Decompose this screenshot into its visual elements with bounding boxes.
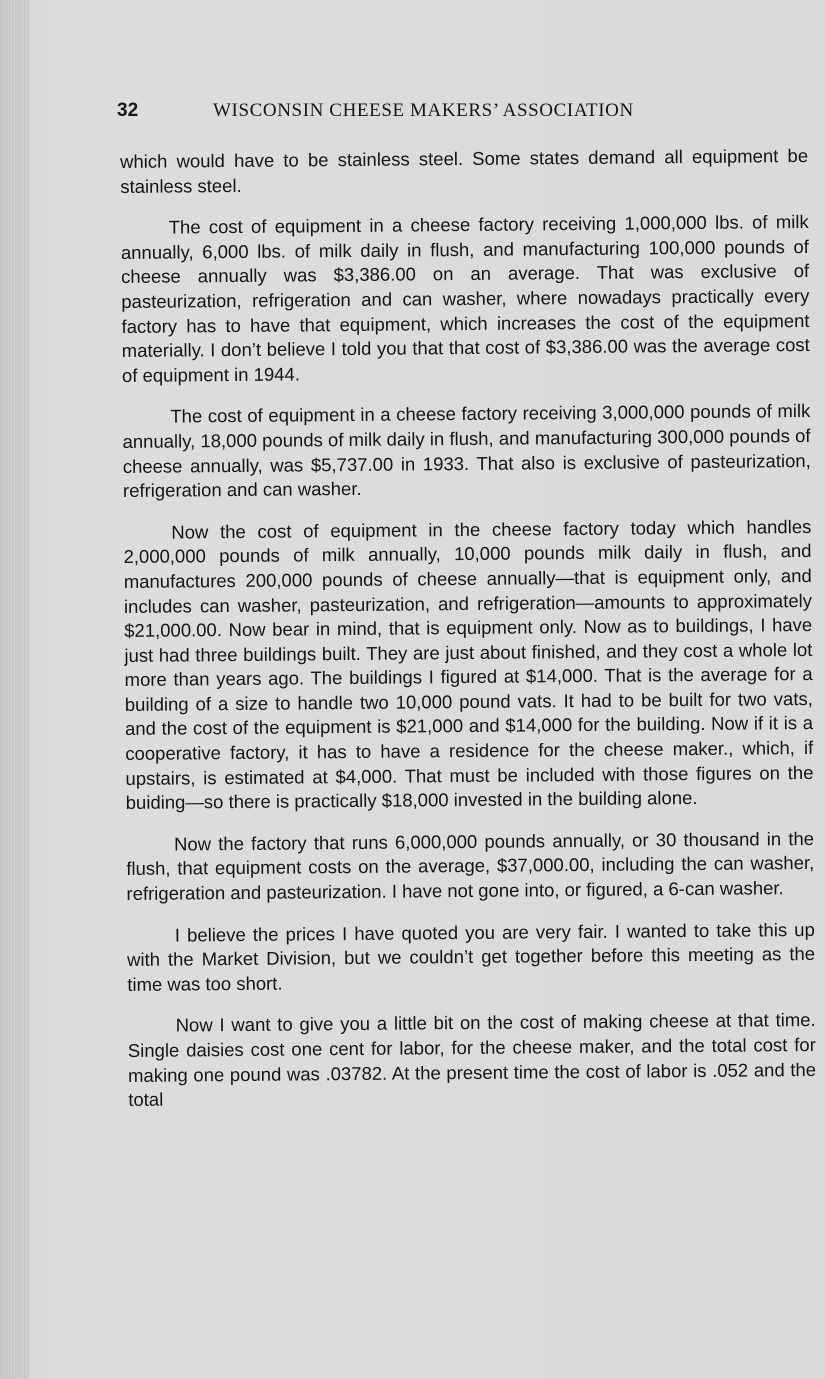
paragraph-equipment-cost-1000000: The cost of equipment in a cheese factory receiving 1,000,000 lbs. of milk annually, 6,000 lbs. of milk daily in flush, and manufacturing 100,000 pounds of cheese annually was $3,386.00 on an average. That was exclusive of pasteurization, refrigeration and can washer, where nowadays practically every factory has to have that equipment, which increases the cost of the equipment materially. I don’t believe I told you that that cost of $3,386.00 was the average cost of equipment in 1944. <box>120 211 810 386</box>
running-head: WISCONSIN CHEESE MAKERS’ ASSOCIATION <box>213 100 634 121</box>
page-binding-edge <box>0 0 30 1379</box>
page-number: 32 <box>117 100 139 121</box>
paragraph-cost-of-making-cheese: Now I want to give you a little bit on the cost of making cheese at that time. Single daisies cost one cent for labor, for the cheese maker, and the total cost for making one pound was .03782. At the present time the cost of labor is .052 and the total <box>127 1009 817 1111</box>
body-text <box>120 144 816 1113</box>
paragraph-prices-quoted: I believe the prices I have quoted you are very fair. I wanted to take this up with the Market Division, but we couldn’t get together before this meeting as the time was too short. <box>126 918 816 995</box>
paragraph-equipment-cost-3000000: The cost of equipment in a cheese factory receiving 3,000,000 pounds of milk annually, 18,000 pounds of milk daily in flush, and manufacturing 300,000 pounds of cheese annually, was $5,737.00 in 1933. That also is exclusive of pasteurization, refrigeration and can washer. <box>122 400 811 502</box>
paragraph-factory-6000000: Now the factory that runs 6,000,000 pounds annually, or 30 thousand in the flush, that equipment costs on the average, $37,000.00, including the can washer, refrigeration and pasteurization. I have not gone into, or figured, a 6-can washer. <box>126 827 815 905</box>
paragraph-continuation: which would have to be stainless steel. Some states demand all equipment be stainless steel. <box>120 144 809 197</box>
page-header <box>117 100 817 130</box>
paragraph-equipment-cost-today: Now the cost of equipment in the cheese factory today which handles 2,000,000 pounds of milk annually, 10,000 pounds milk daily in flush, and manufactures 200,000 pounds of cheese annually—that is equipment only, and includes can washer, pasteurization, and refrigeration—amounts to approximately $21,000.00. Now bear in mind, that is equipment only. Now as to buildings, I have just had three buildings built. They are just about finished, and they cost a whole lot more than years ago. The buildings I figured at $14,000. That is the average for a building of a size to handle two 10,000 pound vats. It had to be built for two vats, and the cost of the equipment is $21,000 and $14,000 for the building. Now if it is a cooperative factory, it has to have a residence for the cheese maker., which, if upstairs, is estimated at $4,000. That must be included with those figures on the buiding—so there is practically $18,000 invested in the building alone. <box>123 515 814 814</box>
